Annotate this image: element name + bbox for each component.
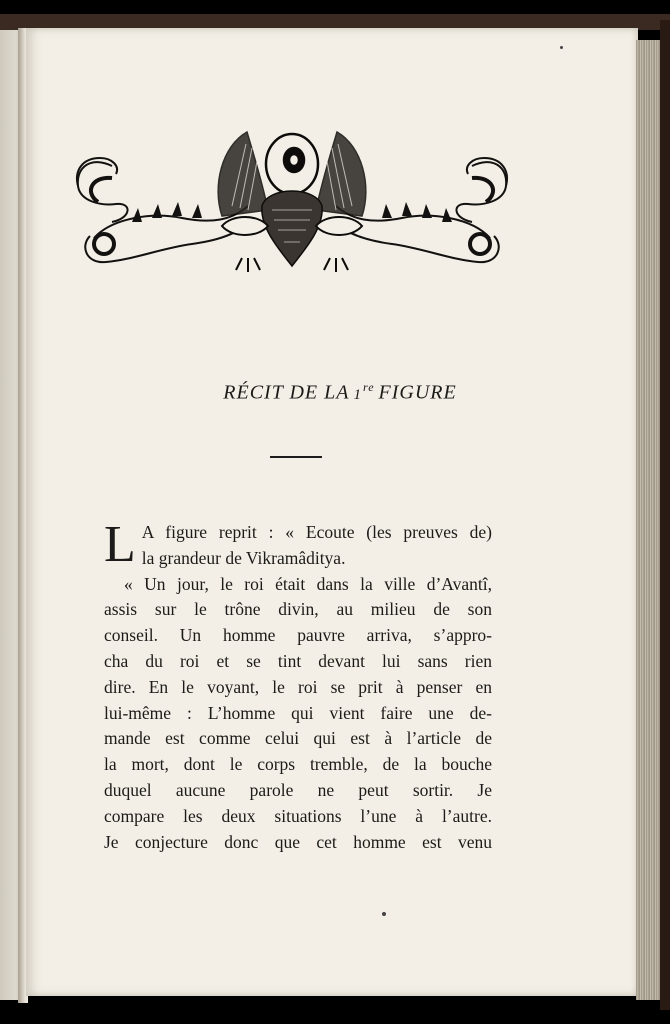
dragon-vignette-ornament	[72, 126, 512, 278]
title-divider-rule	[270, 456, 322, 458]
text-line: assis sur le trône divin, au milieu de son	[104, 599, 492, 620]
chapter-title-number: 1	[353, 386, 362, 403]
text-line: Je conjecture donc que cet homme est venu	[104, 831, 492, 852]
chapter-title-prefix: RÉCIT DE LA	[223, 381, 350, 404]
text-line: la mort, dont le corps tremble, de la bouche	[104, 754, 492, 775]
body-text	[104, 516, 492, 855]
paper-speck	[560, 46, 563, 49]
page-fore-edge	[636, 40, 660, 1000]
text-line: A figure reprit : « Ecoute (les preuves de)	[141, 522, 492, 542]
text-line: dire. En le voyant, le roi se prit à penser en	[104, 676, 492, 697]
chapter-title	[0, 380, 670, 405]
text-line: duquel aucune parole ne peut sortir. Je	[104, 779, 492, 800]
text-line: cha du roi et se tint devant lui sans rien	[104, 650, 492, 671]
text-line: mande est comme celui qui est à l’article de	[104, 728, 492, 749]
text-line: conseil. Un homme pauvre arriva, s’appro-	[104, 625, 492, 646]
text-line: « Un jour, le roi était dans la ville d’Avantî,	[124, 573, 492, 594]
chapter-title-superscript: re	[362, 380, 375, 394]
paper-speck	[382, 912, 386, 916]
text-line: lui-même : L’homme qui vient faire une de-	[104, 702, 492, 723]
chapter-title-suffix: FIGURE	[378, 381, 457, 404]
text-line: la grandeur de Vikramâditya.	[141, 547, 346, 568]
book-cover-edge	[660, 20, 670, 1010]
text-line: compare les deux situations l’une à l’autre.	[104, 805, 492, 826]
drop-cap: L	[104, 516, 136, 573]
